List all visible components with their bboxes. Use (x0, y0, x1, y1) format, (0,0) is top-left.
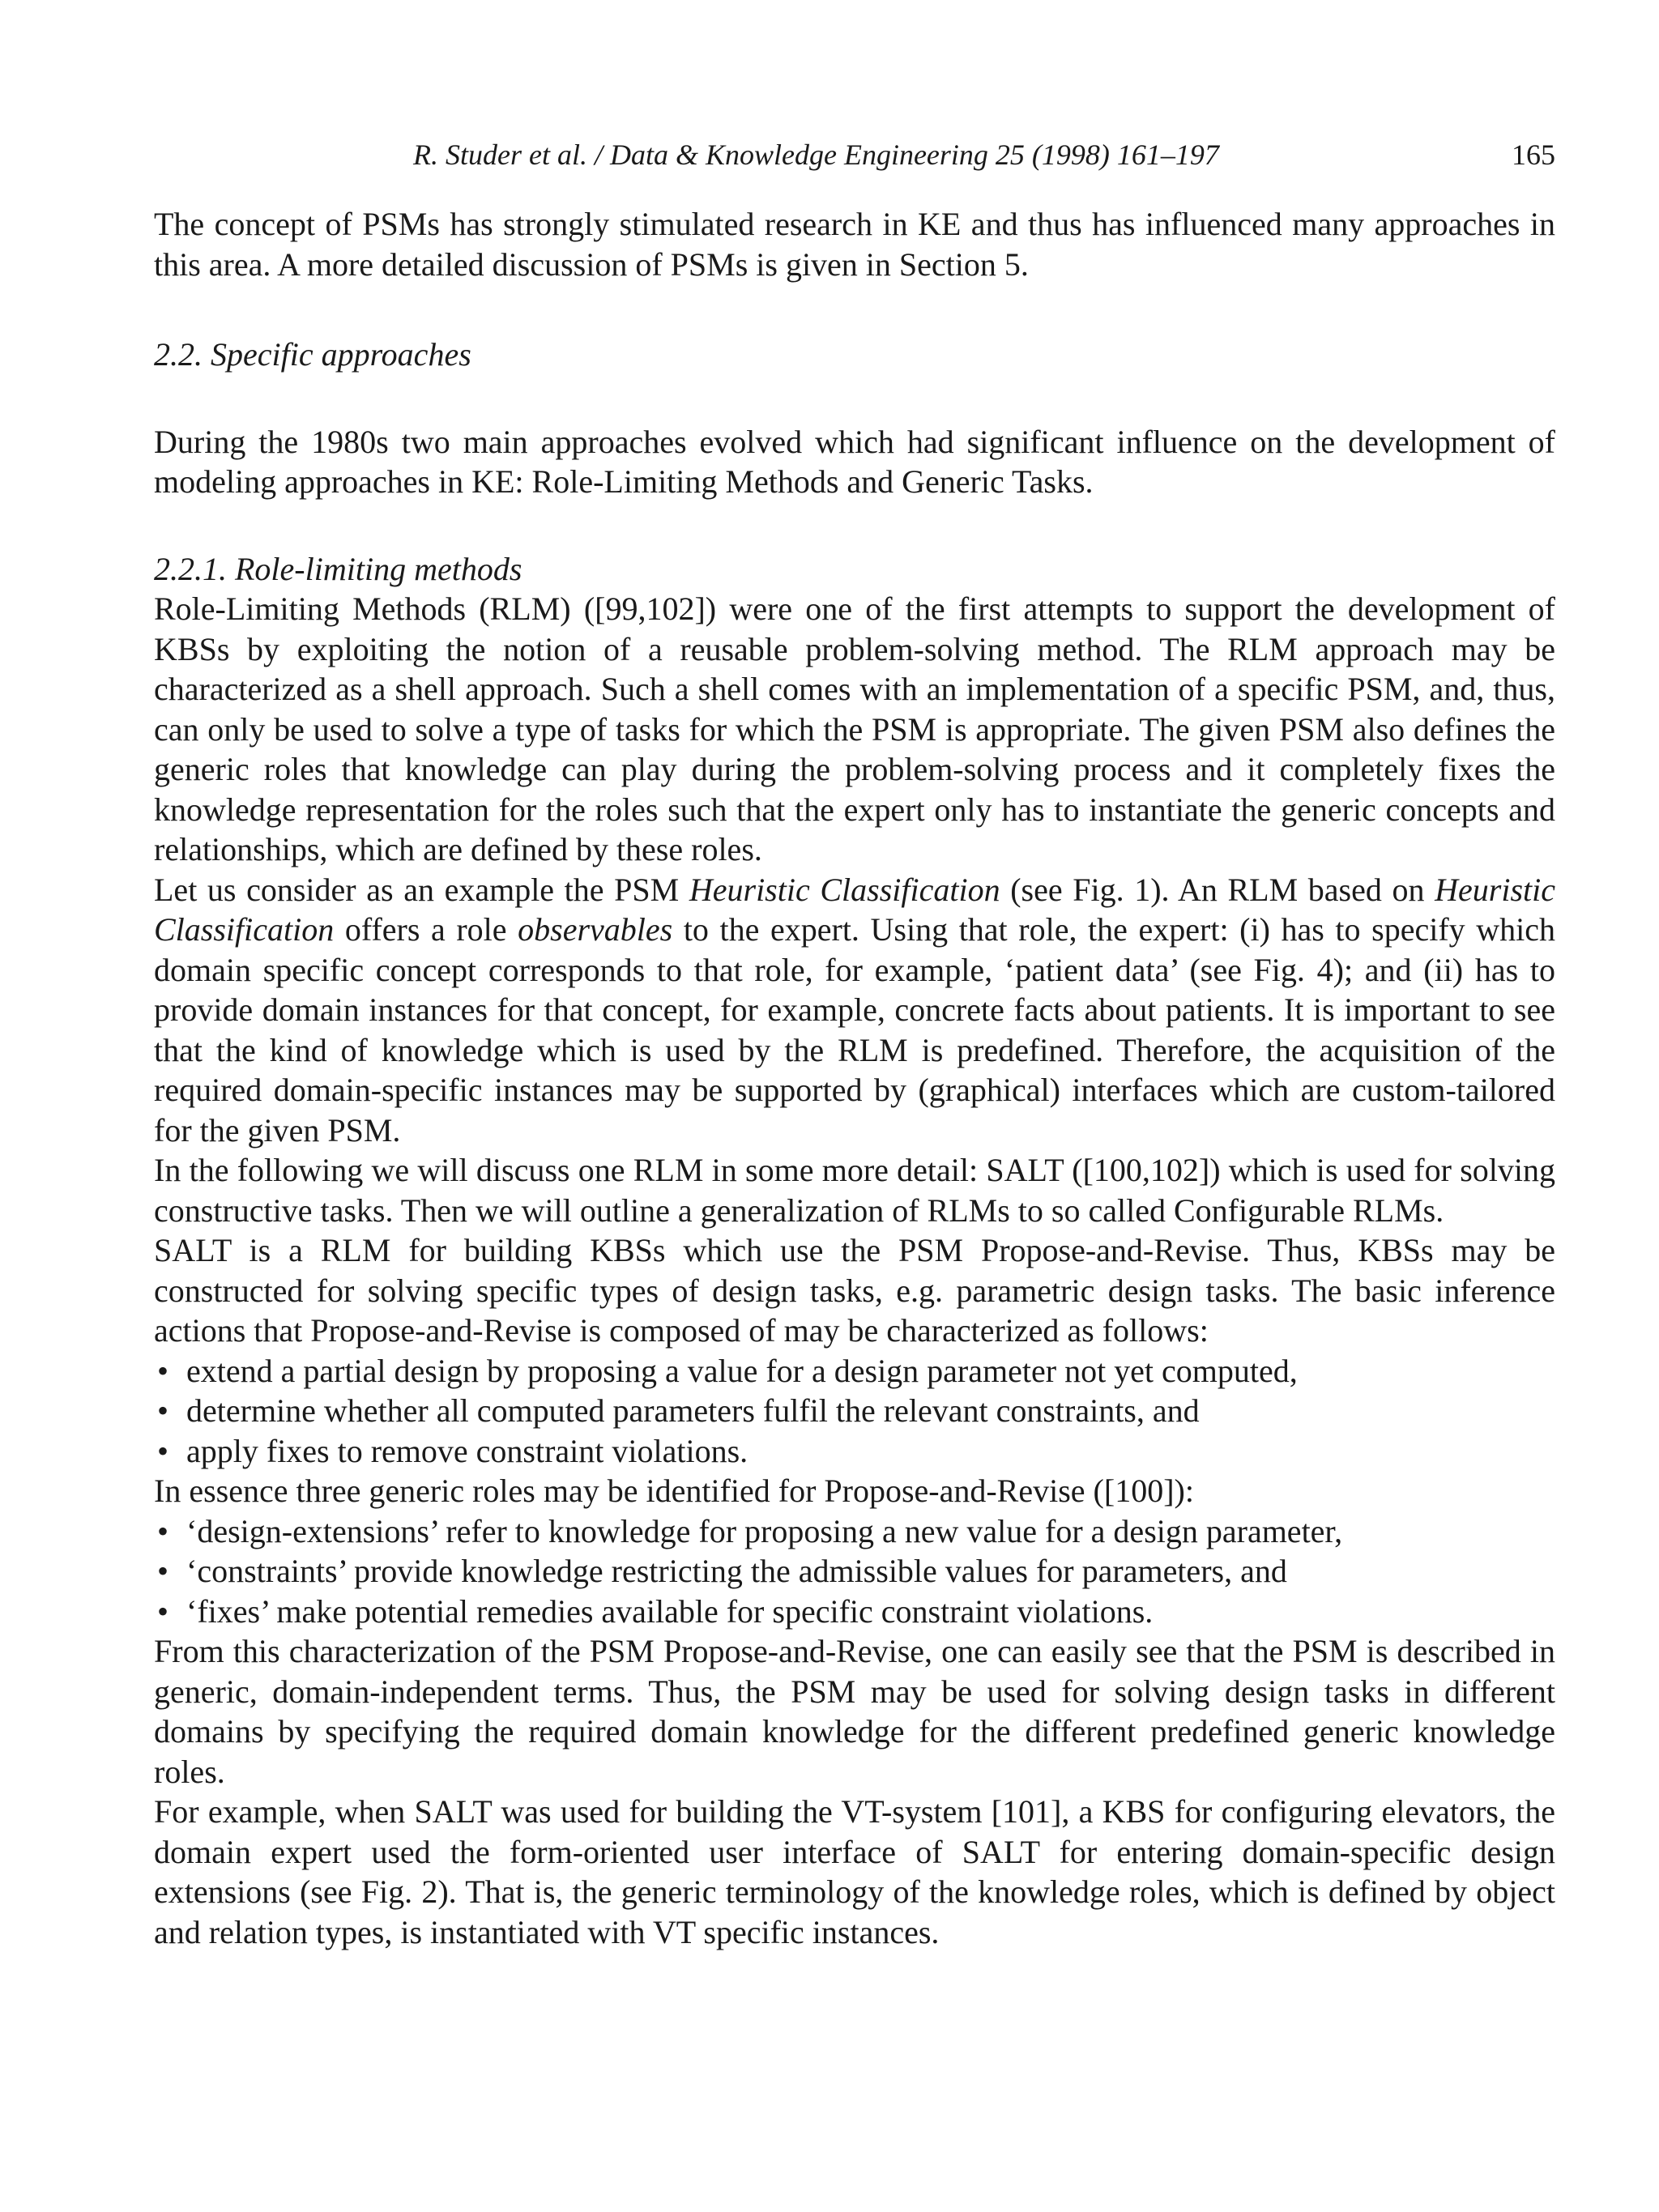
term-observables: observables (518, 911, 673, 948)
running-head (154, 138, 1555, 180)
list-item: • apply fixes to remove constraint violations. (154, 1431, 1555, 1472)
rlm-paragraph-7: For example, when SALT was used for building the VT-system [101], a KBS for configuring elevators, the domain expert used the form-oriented user interface of SALT for entering domain-specific design extensions (see Fig. 2). That is, the generic terminology of the knowledge roles, which is defined by object and relation types, is instantiated with VT specific instances. (154, 1793, 1555, 1950)
rlm-paragraph-2: Let us consider as an example the PSM Heuristic Classification (see Fig. 1). An RLM based on Heuristic Classification offers a role observables to the expert. Using that role, the expert: (i) has to specify which domain specific concept corresponds to that role, for example, ‘patient data’ (see Fig. 4); and (ii) has to provide domain instances for that concept, for example, concrete facts about patients. It is important to see that the kind of knowledge which is used by the RLM is predefined. Therefore, the acquisition of the required domain-specific instances may be supported by (graphical) interfaces which are custom-tailored for the given PSM. (154, 871, 1556, 1149)
rlm-paragraph-5: In essence three generic roles may be identified for Propose-and-Revise ([100]): (154, 1473, 1194, 1509)
bullet-glyph: • (157, 1553, 169, 1589)
paper-page (154, 138, 1555, 1952)
bullet-glyph: • (157, 1432, 169, 1469)
rlm-paragraph-1: Role-Limiting Methods (RLM) ([99,102]) were one of the first attempts to support the development of KBSs by exploiting the notion of a reusable problem-solving method. The RLM approach may be characterized as a shell approach. Such a shell comes with an implementation of a specific PSM, and, thus, can only be used to solve a type of tasks for which the PSM is appropriate. The given PSM also defines the generic roles that knowledge can play during the problem-solving process and it completely fixes the knowledge representation for the roles such that the expert only has to instantiate the generic concepts and relationships, which are defined by these roles. (154, 590, 1555, 867)
bullet-glyph: • (157, 1352, 169, 1389)
rlm-paragraph-3: In the following we will discuss one RLM in some more detail: SALT ([100,102]) which is used for solving constructive tasks. Then we will outline a generalization of RLMs to so called Configurable RLMs. (154, 1152, 1555, 1229)
bullet-glyph: • (157, 1512, 169, 1549)
running-head-citation: R. Studer et al. / Data & Knowledge Engineering 25 (1998) 161–197 (413, 139, 1219, 171)
rlm-paragraph-4: SALT is a RLM for building KBSs which use the PSM Propose-and-Revise. Thus, KBSs may be constructed for solving specific types of design tasks, e.g. parametric design tasks. The basic inference actions that Propose-and-Revise is composed of may be characterized as follows: (154, 1232, 1555, 1349)
bullet-glyph: • (157, 1592, 169, 1630)
list-item: • ‘constraints’ provide knowledge restricting the admissible values for parameters, and (154, 1551, 1555, 1592)
bullet-glyph: • (157, 1392, 169, 1429)
list-item: • ‘design-extensions’ refer to knowledge for proposing a new value for a design parameter, (154, 1511, 1555, 1552)
section-heading-2-2-1: 2.2.1. Role-limiting methods (154, 550, 522, 587)
intro-paragraph: The concept of PSMs has strongly stimulated research in KE and thus has influenced many approaches in this area. A more detailed discussion of PSMs is given in Section 5. (154, 206, 1555, 283)
term-heuristic-classification: Heuristic Classification (689, 871, 1000, 908)
section-heading-2-2: 2.2. Specific approaches (154, 336, 471, 373)
section-2-2-paragraph: During the 1980s two main approaches evolved which had significant influence on the development of modeling approaches in KE: Role-Limiting Methods and Generic Tasks. (154, 423, 1555, 500)
term-heuristic-classification-2: Heuristic Classification (154, 871, 1555, 948)
list-item: • extend a partial design by proposing a value for a design parameter not yet computed, (154, 1351, 1555, 1392)
page-number: 165 (1512, 139, 1555, 171)
list-item: • determine whether all computed parameters fulfil the relevant constraints, and (154, 1391, 1555, 1431)
body-text (154, 204, 1555, 1952)
inference-actions-list (154, 1351, 1555, 1472)
list-item: • ‘fixes’ make potential remedies available for specific constraint violations. (154, 1592, 1555, 1632)
rlm-paragraph-6: From this characterization of the PSM Propose-and-Revise, one can easily see that the PSM is described in generic, domain-independent terms. Thus, the PSM may be used for solving design tasks in different domains by specifying the required domain knowledge for the different predefined generic knowledge roles. (154, 1633, 1555, 1790)
generic-roles-list (154, 1511, 1555, 1632)
